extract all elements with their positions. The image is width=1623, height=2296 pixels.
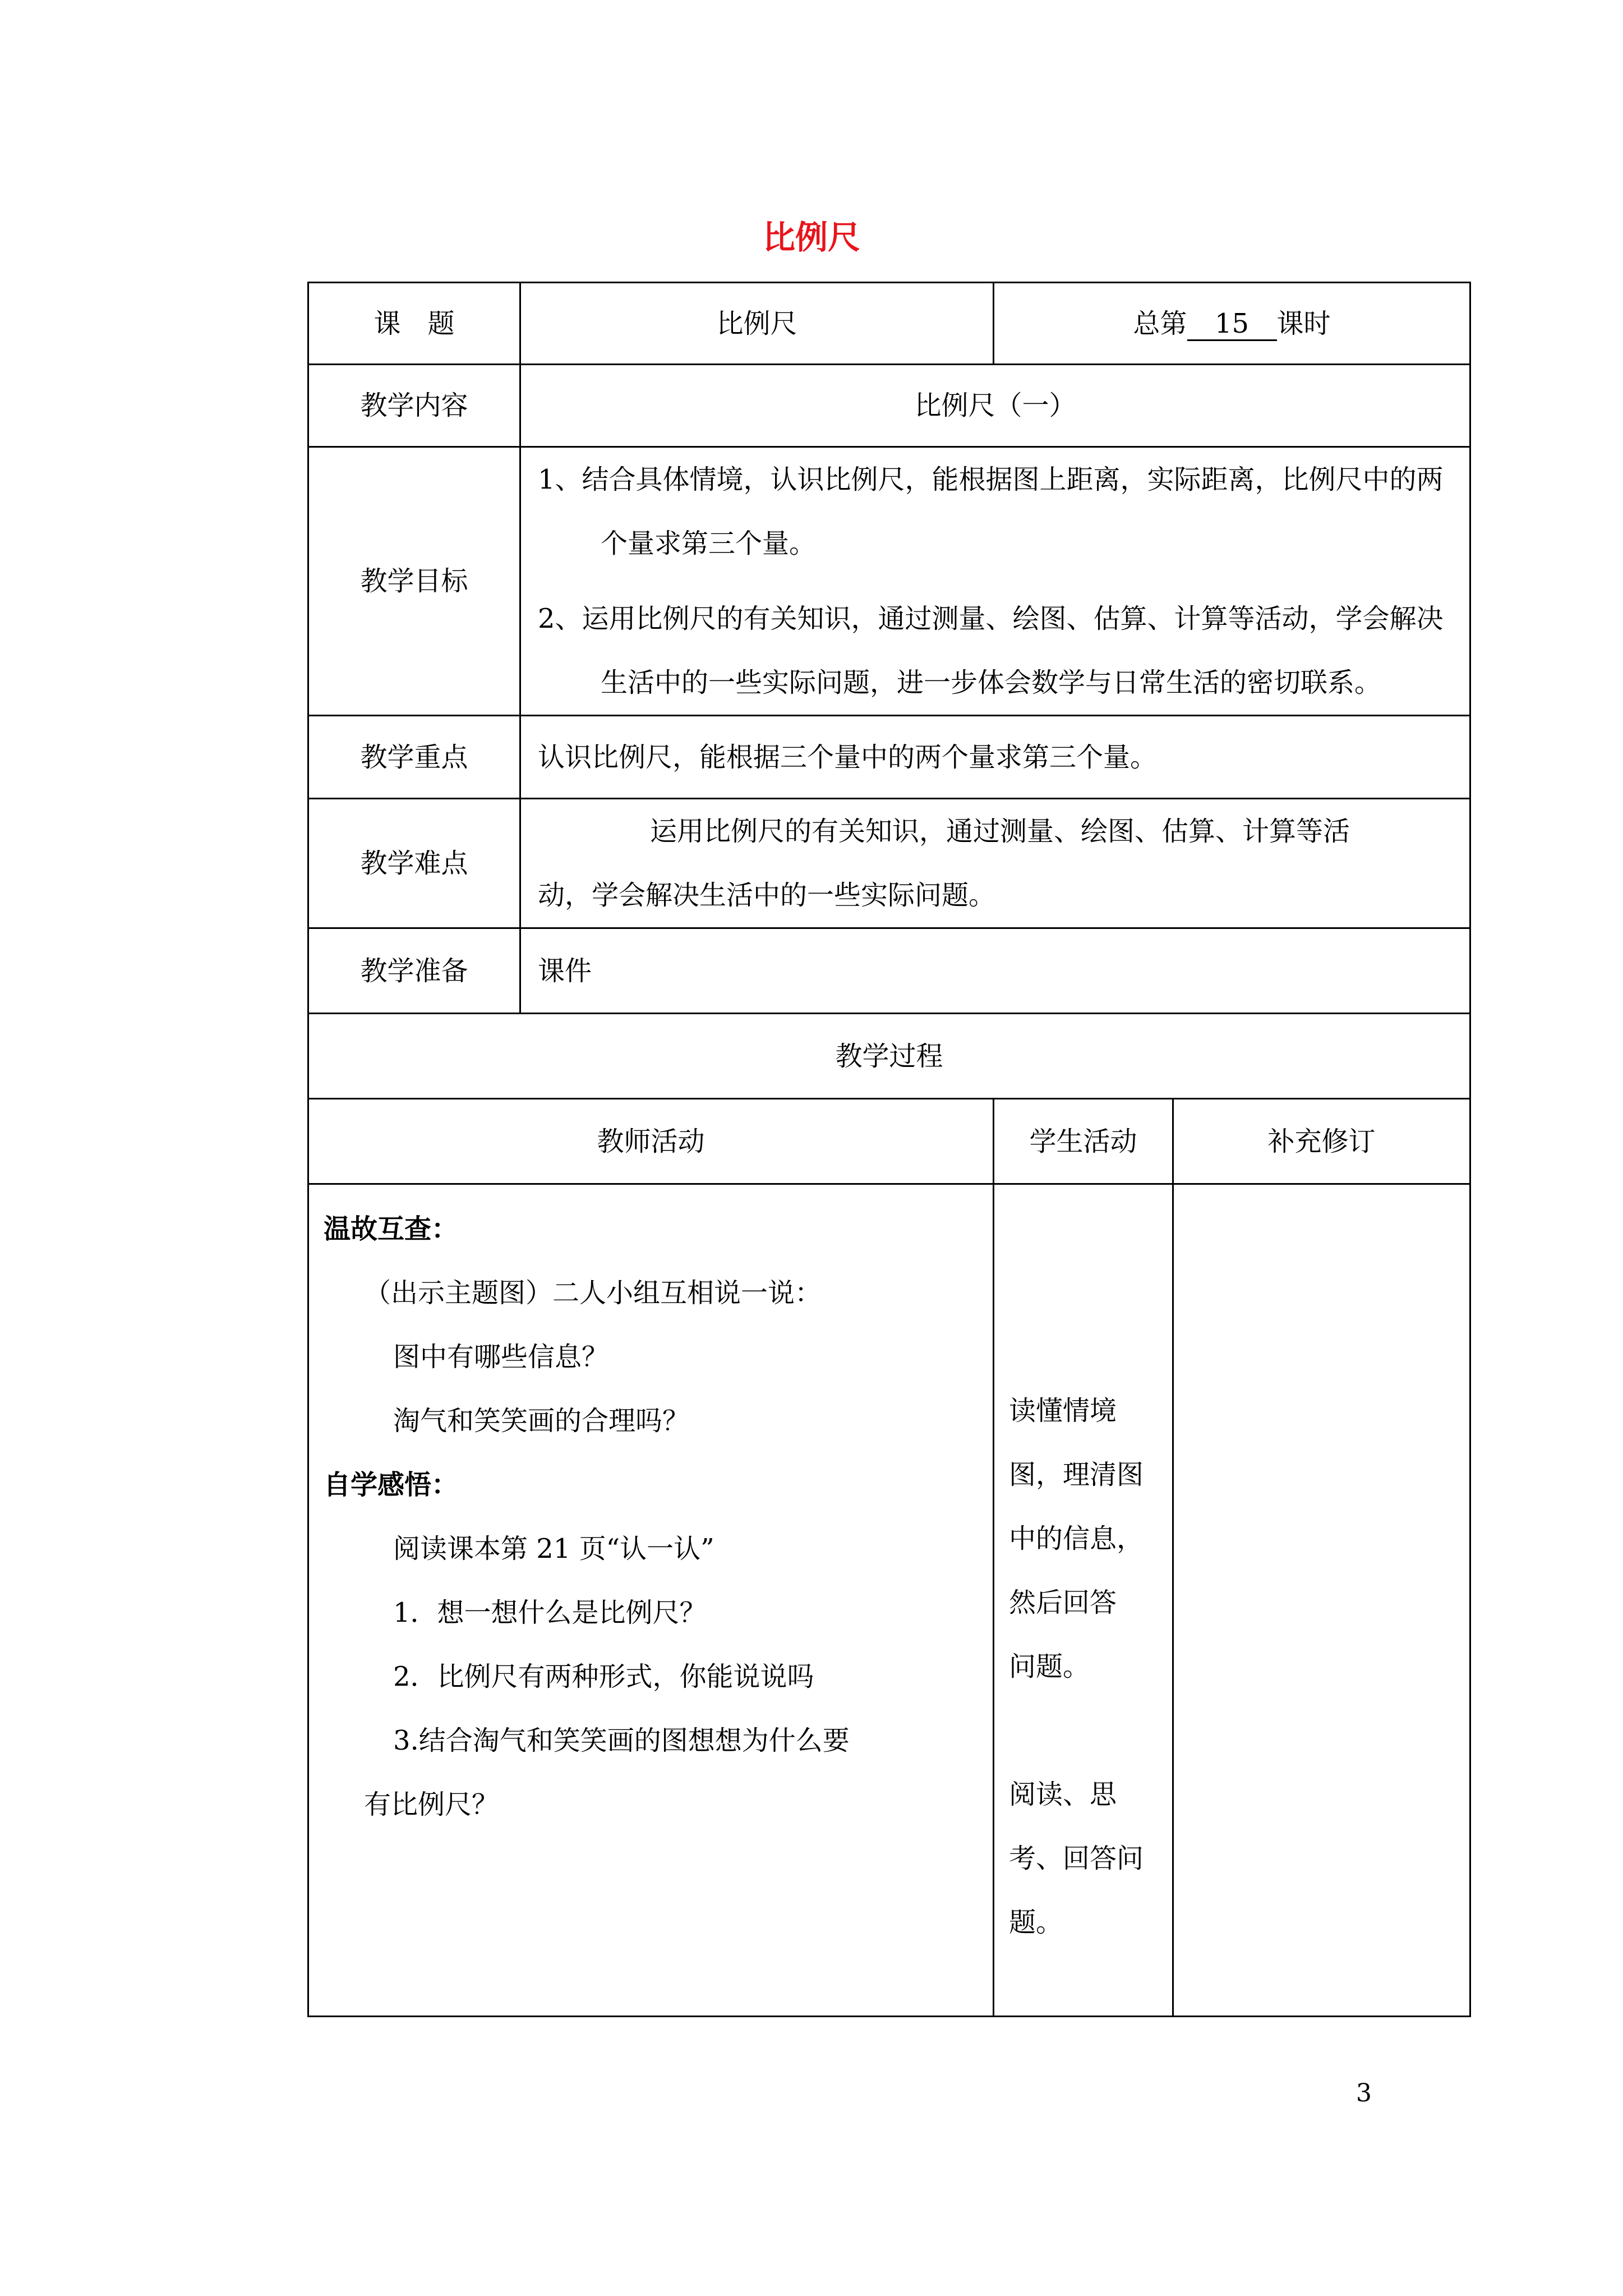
column-teacher: 教师活动 <box>308 1099 994 1184</box>
lesson-plan-table <box>307 282 1471 2017</box>
row-column-headers <box>308 1099 1470 1184</box>
key-point-value: 认识比例尺，能根据三个量中的两个量求第三个量。 <box>520 716 1470 799</box>
goal-item-1: 1、结合具体情境，认识比例尺，能根据图上距离，实际距离，比例尺中的两个量求第三个量。 <box>538 464 1444 559</box>
lesson-count-number: 15 <box>1187 308 1277 341</box>
lesson-count-prefix: 总第 <box>1133 307 1187 339</box>
student-line-4: 阅读、思考、回答问 <box>1009 1779 1144 1874</box>
process-heading: 教学过程 <box>308 1014 1470 1099</box>
difficulty-line-2: 动，学会解决生活中的一些实际问题。 <box>538 880 996 911</box>
difficulty-label: 教学难点 <box>308 799 520 928</box>
lesson-count-suffix: 课时 <box>1276 307 1331 339</box>
row-process-body <box>308 1184 1470 2017</box>
column-revision: 补充修订 <box>1173 1099 1470 1184</box>
lesson-count <box>994 283 1470 365</box>
self-study-heading: 自学感悟： <box>324 1469 459 1501</box>
student-line-2: 中的信息，然后回答 <box>1009 1523 1144 1618</box>
question-2: 2．比例尺有两种形式，你能说说吗 <box>393 1661 814 1692</box>
student-line-3: 问题。 <box>1009 1651 1090 1682</box>
question-3-cont: 有比例尺？ <box>364 1789 499 1820</box>
difficulty-line-1: 运用比例尺的有关知识，通过测量、绘图、估算、计算等活 <box>650 816 1350 847</box>
row-difficulty <box>308 799 1470 928</box>
page-number: 3 <box>1356 2079 1372 2108</box>
row-topic <box>308 283 1470 365</box>
goal-item-2: 2、运用比例尺的有关知识，通过测量、绘图、估算、计算等活动，学会解决生活中的一些实际问题，进一步体会数学与日常生活的密切联系。 <box>538 603 1444 698</box>
self-study-intro: 阅读课本第 21 页“认一认” <box>393 1533 714 1565</box>
preparation-label: 教学准备 <box>308 928 520 1014</box>
topic-value: 比例尺 <box>520 283 994 365</box>
row-process-heading <box>308 1014 1470 1099</box>
row-preparation <box>308 928 1470 1014</box>
student-line-1: 读懂情境图，理清图 <box>1009 1395 1144 1490</box>
topic-label: 课 题 <box>308 283 520 365</box>
preparation-value: 课件 <box>520 928 1470 1014</box>
review-line-3: 淘气和笑笑画的合理吗？ <box>393 1405 690 1437</box>
review-line-1: （出示主题图）二人小组互相说一说： <box>364 1277 822 1309</box>
row-key-point <box>308 716 1470 799</box>
content-value: 比例尺（一） <box>520 365 1470 447</box>
review-line-2: 图中有哪些信息？ <box>393 1341 609 1373</box>
goals-label: 教学目标 <box>308 447 520 716</box>
key-point-label: 教学重点 <box>308 716 520 799</box>
row-goals <box>308 447 1470 716</box>
student-activity-cell <box>994 1184 1173 2017</box>
teacher-activity-cell <box>308 1184 994 2017</box>
revision-cell <box>1173 1184 1470 2017</box>
row-content <box>308 365 1470 447</box>
difficulty-cell <box>520 799 1470 928</box>
student-line-5: 题。 <box>1009 1907 1063 1938</box>
document-title: 比例尺 <box>762 218 860 256</box>
goals-cell <box>520 447 1470 716</box>
question-3: 3.结合淘气和笑笑画的图想想为什么要 <box>393 1725 850 1756</box>
question-1: 1．想一想什么是比例尺？ <box>393 1597 707 1628</box>
column-student: 学生活动 <box>994 1099 1173 1184</box>
content-label: 教学内容 <box>308 365 520 447</box>
review-heading: 温故互查： <box>324 1213 459 1245</box>
